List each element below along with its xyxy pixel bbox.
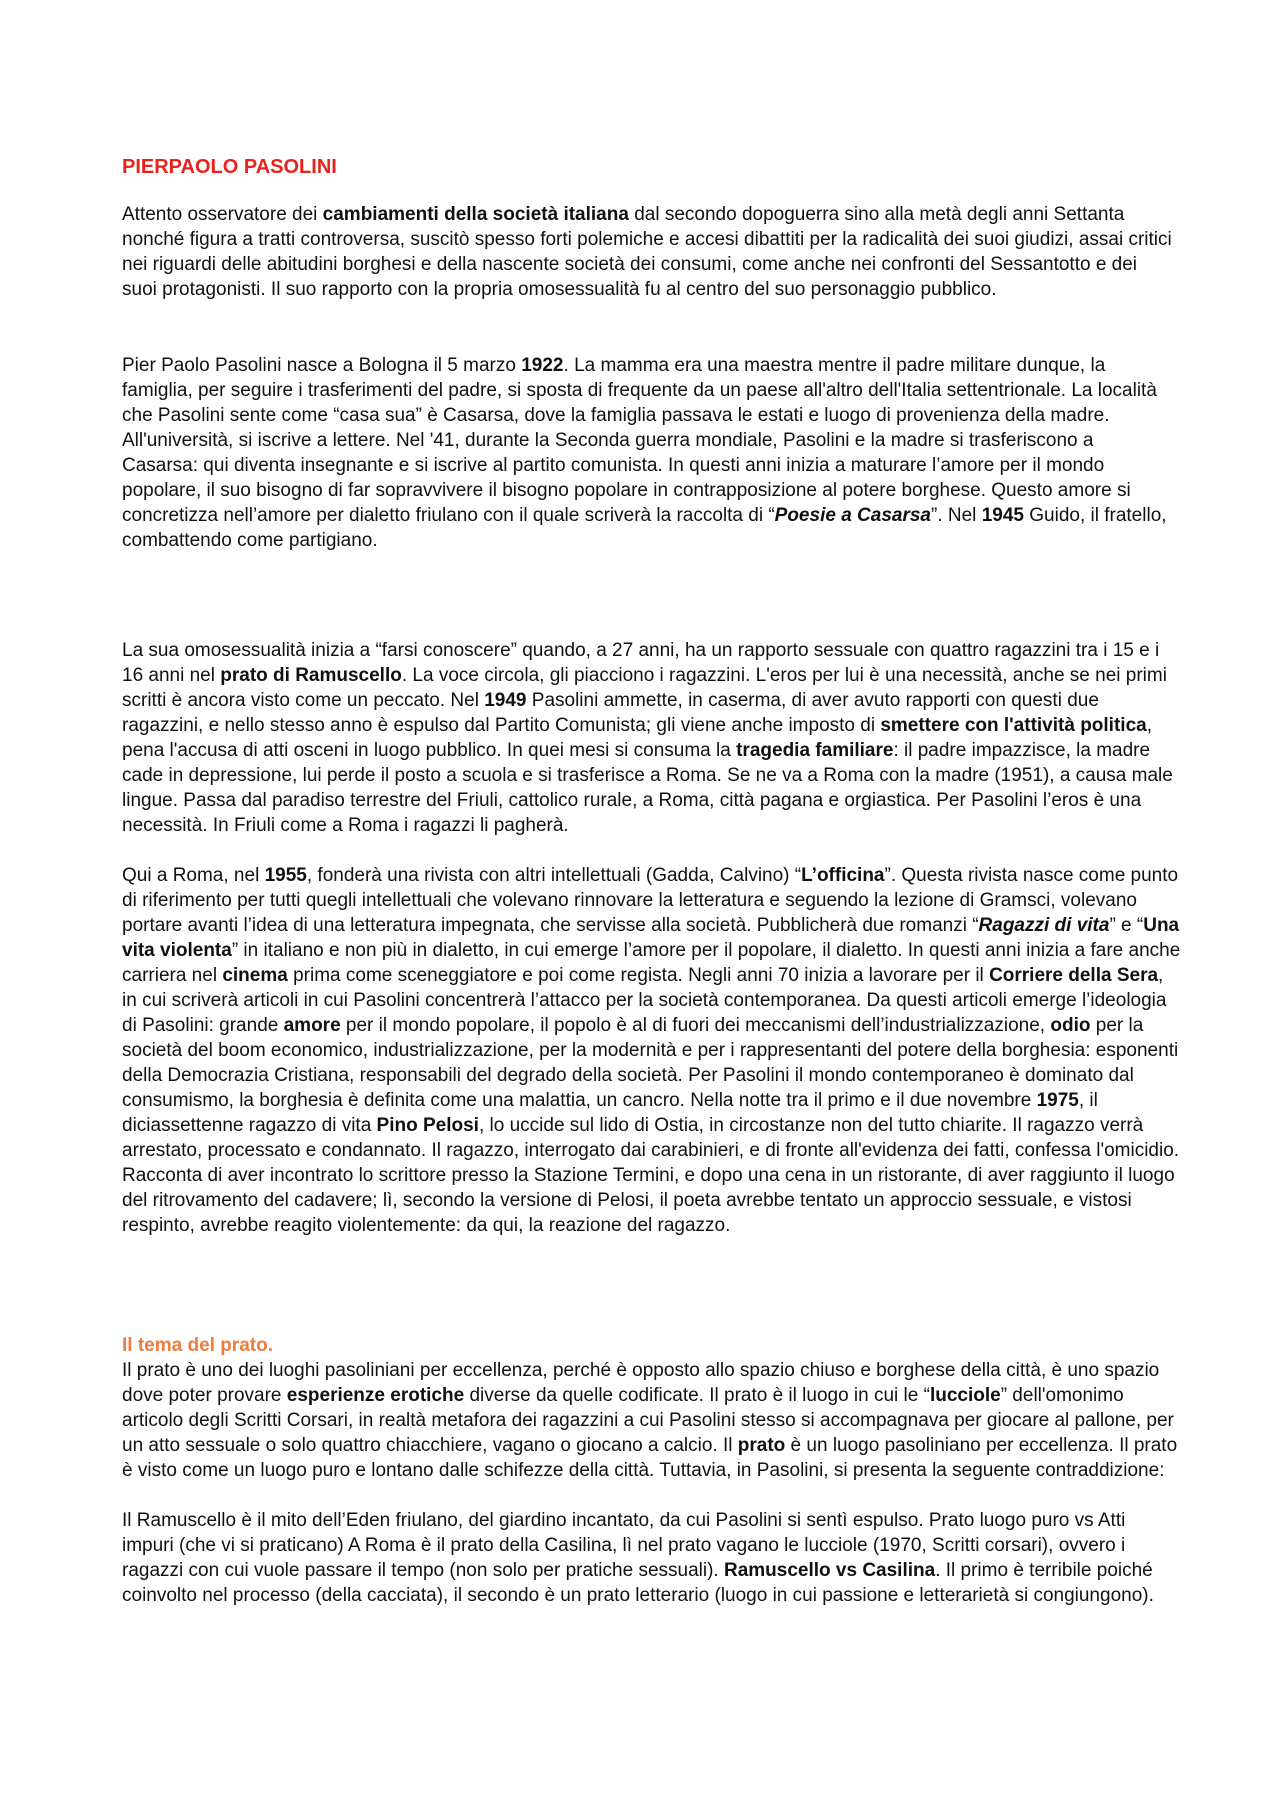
paragraph-intro bbox=[122, 202, 1172, 302]
text: ”. Nel bbox=[931, 505, 982, 526]
text: , in cui scriverà articoli in cui Pasolini concentrerà l’attacco per la società contemporanea. Da questi articoli emerge l’ideologia di Pasolini: grande bbox=[122, 965, 1167, 1036]
bold-text: Una vita violenta bbox=[122, 915, 1180, 961]
paragraph-prato bbox=[122, 1358, 1182, 1483]
bold-text: Ramuscello vs Casilina bbox=[723, 1560, 936, 1581]
text: Il prato è uno dei luoghi pasoliniani per eccellenza, perché è opposto allo spazio chiuso e borghese della città, è uno spazio dove poter provare bbox=[122, 1360, 1160, 1406]
bold-text: tragedia familiare bbox=[736, 740, 894, 761]
paragraph-biography bbox=[122, 353, 1172, 553]
bold-text: cambiamenti della società italiana bbox=[322, 204, 629, 225]
bold-text: prato bbox=[737, 1435, 786, 1456]
text: La sua omosessualità inizia a “farsi conoscere” quando, a 27 anni, ha un rapporto sessuale con quattro ragazzini tra i 15 e i 16 anni nel bbox=[122, 640, 1160, 686]
text: per la società del boom economico, industrializzazione, per la modernità e per i rappresentanti del potere della borghesia: esponenti della Democrazia Cristiana, responsabili del degrado della società. Per Pasolini il mondo contemporaneo è dominato dal consumismo, la borghesia è definita come una malattia, un cancro. Nella notte tra il primo e il due novembre bbox=[122, 1015, 1179, 1111]
text: ”. Questa rivista nasce come punto di riferimento per tutti quegli intellettuali che volevano rinnovare la letteratura e seguendo la lezione di Gramsci, volevano portare avanti l’idea di una letteratura impegnata, che servisse alla società. Pubblicherà due romanzi “ bbox=[122, 865, 1179, 936]
text: Pasolini ammette, in caserma, di aver avuto rapporti con questi due ragazzini, e nello stesso anno è espulso dal Partito Comunista; gli viene anche imposto di bbox=[122, 690, 1099, 736]
text: , fonderà una rivista con altri intellettuali (Gadda, Calvino) “ bbox=[306, 865, 802, 886]
bold-text: 1975 bbox=[1036, 1090, 1079, 1111]
bold-italic-text: Ragazzi di vita bbox=[978, 915, 1110, 936]
bold-text: Pino Pelosi bbox=[376, 1115, 479, 1136]
bold-text: 1955 bbox=[264, 865, 307, 886]
bold-text: cinema bbox=[222, 965, 288, 986]
bold-text: esperienze erotiche bbox=[286, 1385, 465, 1406]
paragraph-roma bbox=[122, 863, 1182, 1238]
paragraph-casilina bbox=[122, 1508, 1182, 1608]
text: Guido, il fratello, combattendo come partigiano. bbox=[122, 505, 1167, 551]
bold-text: L’officina bbox=[801, 865, 885, 886]
section-subtitle: Il tema del prato. bbox=[122, 1335, 273, 1356]
bold-text: 1949 bbox=[484, 690, 527, 711]
bold-text: smettere con l'attività politica bbox=[880, 715, 1147, 736]
text: Attento osservatore dei bbox=[122, 204, 323, 225]
text: Pier Paolo Pasolini nasce a Bologna il 5 marzo bbox=[122, 355, 522, 376]
text: ” dell'omonimo articolo degli Scritti Corsari, in realtà metafora dei ragazzini a cui Pasolini stesso si accompagnava per giocare al pallone, per un atto sessuale o solo quattro chiacchiere, vagano o giocano a calcio. Il bbox=[122, 1385, 1174, 1456]
text: ” e “ bbox=[1109, 915, 1144, 936]
paragraph-ramuscello bbox=[122, 638, 1182, 838]
text: diverse da quelle codificate. Il prato è il luogo in cui le “ bbox=[464, 1385, 930, 1406]
bold-text: lucciole bbox=[929, 1385, 1001, 1406]
bold-text: Corriere della Sera bbox=[989, 965, 1159, 986]
document-title: PIERPAOLO PASOLINI bbox=[122, 156, 337, 178]
text: . La mamma era una maestra mentre il padre militare dunque, la famiglia, per seguire i trasferimenti del padre, si sposta di frequente da un paese all'altro dell'Italia settentrionale. La località che Pasolini sente come “casa sua” è Casarsa, dove la famiglia passava le estati e luogo di provenienza della madre. All'università, si iscrive a lettere. Nel '41, durante la Seconda guerra mondiale, Pasolini e la madre si trasferiscono a Casarsa: qui diventa insegnante e si iscrive al partito comunista. In questi anni inizia a maturare l’amore per il mondo popolare, il suo bisogno di far sopravvivere il bisogno popolare in contrapposizione al potere borghese. Questo amore si concretizza nell’amore per dialetto friulano con il quale scriverà la raccolta di “ bbox=[122, 355, 1157, 526]
text: : il padre impazzisce, la madre cade in depressione, lui perde il posto a scuola e si trasferisce a Roma. Se ne va a Roma con la madre (1951), a causa male lingue. Passa dal paradiso terrestre del Friuli, cattolico rurale, a Roma, città pagana e orgiastica. Per Pasolini l’eros è una necessità. In Friuli come a Roma i ragazzi li pagherà. bbox=[122, 740, 1173, 836]
text: , lo uccide sul lido di Ostia, in circostanze non del tutto chiarite. Il ragazzo verrà arrestato, processato e condannato. Il ragazzo, interrogato dai carabinieri, e di fronte all'evidenza dei fatti, confessa l'omicidio. Racconta di aver incontrato lo scrittore presso la Stazione Termini, e dopo una cena in un ristorante, di aver raggiunto il luogo del ritrovamento del cadavere; lì, secondo la versione di Pelosi, il poeta avrebbe tentato un approccio sessuale, e vistosi respinto, avrebbe reagito violentemente: da qui, la reazione del ragazzo. bbox=[122, 1115, 1180, 1236]
bold-text: prato di Ramuscello bbox=[220, 665, 402, 686]
bold-text: odio bbox=[1050, 1015, 1091, 1036]
text: Il Ramuscello è il mito dell’Eden friulano, del giardino incantato, da cui Pasolini si sentì espulso. Prato luogo puro vs Atti impuri (che vi si praticano) A Roma è il prato della Casilina, lì nel prato vagano le lucciole (1970, Scritti corsari), ovvero i ragazzi con cui vuole passare il tempo (non solo per pratiche sessuali). bbox=[122, 1510, 1126, 1581]
text: , pena l'accusa di atti osceni in luogo pubblico. In quei mesi si consuma la bbox=[122, 715, 1152, 761]
text: dal secondo dopoguerra sino alla metà degli anni Settanta nonché figura a tratti controversa, suscitò spesso forti polemiche e accesi dibattiti per la radicalità dei suoi giudizi, assai critici nei riguardi delle abitudini borghesi e della nascente società dei consumi, come anche nei confronti del Sessantotto e dei suoi protagonisti. Il suo rapporto con la propria omosessualità fu al centro del suo personaggio pubblico. bbox=[122, 204, 1172, 300]
text: ” in italiano e non più in dialetto, in cui emerge l’amore per il popolare, il dialetto. In questi anni inizia a fare anche carriera nel bbox=[122, 940, 1181, 986]
text: per il mondo popolare, il popolo è al di fuori dei meccanismi dell’industrializzazione, bbox=[340, 1015, 1051, 1036]
text: . La voce circola, gli piacciono i ragazzini. L'eros per lui è una necessità, anche se nei primi scritti è ancora visto come un peccato. Nel bbox=[122, 665, 1167, 711]
bold-text: amore bbox=[283, 1015, 341, 1036]
bold-text: 1945 bbox=[981, 505, 1024, 526]
text: prima come sceneggiatore e poi come regista. Negli anni 70 inizia a lavorare per il bbox=[287, 965, 990, 986]
text: . Il primo è terribile poiché coinvolto nel processo (della cacciata), il secondo è un prato letterario (luogo in cui passione e letterarietà si congiungono). bbox=[122, 1560, 1154, 1606]
text: Qui a Roma, nel bbox=[122, 865, 265, 886]
bold-italic-text: Poesie a Casarsa bbox=[774, 505, 931, 526]
text: , il diciassettenne ragazzo di vita bbox=[122, 1090, 1098, 1136]
bold-text: 1922 bbox=[521, 355, 564, 376]
text: è un luogo pasoliniano per eccellenza. Il prato è visto come un luogo puro e lontano dalle schifezze della città. Tuttavia, in Pasolini, si presenta la seguente contraddizione: bbox=[122, 1435, 1178, 1481]
